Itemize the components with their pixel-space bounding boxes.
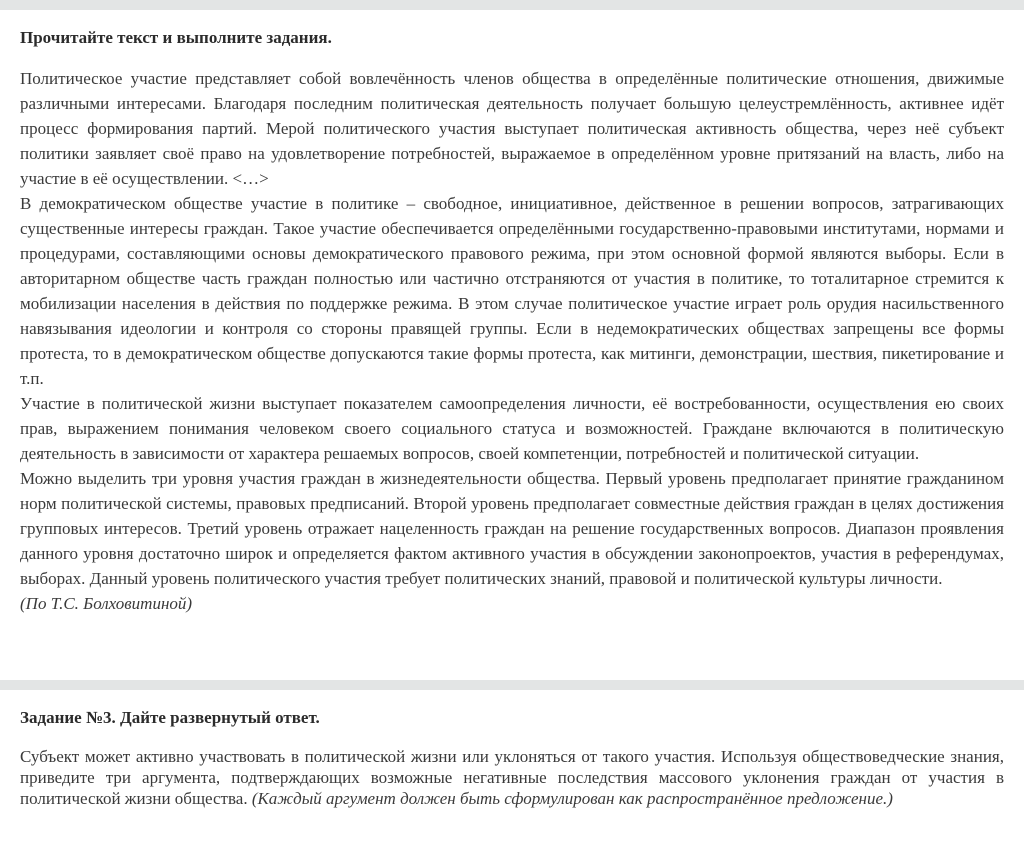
attribution: (По Т.С. Болховитиной)	[20, 594, 193, 613]
task-question: Субъект может активно участвовать в политической жизни или уклоняться от такого участия. Используя обществоведческие знания, приведите три аргумента, подтверждающих возможные негативные последствия массового уклонения граждан от участия в политической жизни общества.	[20, 747, 1004, 808]
reading-paragraph-3: Участие в политической жизни выступает показателем самоопределения личности, её востребованности, осуществления ею своих прав, выражением понимания человеком своего социального статуса и возможностей. Граждане включаются в политическую деятельность в зависимости от характера решаемых вопросов, своей компетенции, потребностей и политической ситуации.	[20, 394, 1004, 463]
reading-block	[0, 10, 1024, 680]
task-note: (Каждый аргумент должен быть сформулирован как распространённое предложение.)	[251, 789, 893, 808]
reading-paragraph-2: В демократическом обществе участие в политике – свободное, инициативное, действенное в решении вопросов, затрагивающих существенные интересы граждан. Такое участие обеспечивается определёнными государственно-правовыми институтами, нормами и процедурами, составляющими основы демократического правового режима, при этом основной формой являются выборы. Если в авторитарном обществе часть граждан полностью или частично отстраняются от участия в политике, то тоталитарное стремится к мобилизации населения в действия по поддержке режима. В этом случае политическое участие играет роль орудия насильственного навязывания идеологии и контроля со стороны правящей группы. Если в недемократических обществах запрещены все формы протеста, то в демократическом обществе допускаются такие формы протеста, как митинги, демонстрации, шествия, пикетирование и т.п.	[20, 194, 1004, 388]
task-block	[0, 690, 1024, 862]
reading-paragraph-4: Можно выделить три уровня участия граждан в жизнедеятельности общества. Первый уровень предполагает принятие гражданином норм политической системы, правовых предписаний. Второй уровень предполагает совместные действия граждан в целях достижения групповых интересов. Третий уровень отражает нацеленность граждан на решение государственных вопросов. Диапазон проявления данного уровня достаточно широк и определяется фактом активного участия в обсуждении законопроектов, участия в референдумах, выборах. Данный уровень политического участия требует политических знаний, правовой и политической культуры личности.	[20, 469, 1004, 588]
reading-text	[20, 66, 1004, 591]
middle-separator	[0, 680, 1024, 690]
top-separator	[0, 0, 1024, 10]
reading-paragraph-1: Политическое участие представляет собой вовлечённость членов общества в определённые политические отношения, движимые различными интересами. Благодаря последним политическая деятельность получает большую целеустремлённость, активнее идёт процесс формирования партий. Мерой политического участия выступает политическая активность общества, через неё субъект политики заявляет своё право на удовлетворение потребностей, выражаемое в определённом уровне притязаний на власть, либо на участие в её осуществлении. <…>	[20, 69, 1004, 188]
task-heading: Задание №3. Дайте развернутый ответ.	[20, 708, 320, 727]
task-text	[20, 746, 1004, 809]
reading-heading: Прочитайте текст и выполните задания.	[20, 28, 332, 47]
